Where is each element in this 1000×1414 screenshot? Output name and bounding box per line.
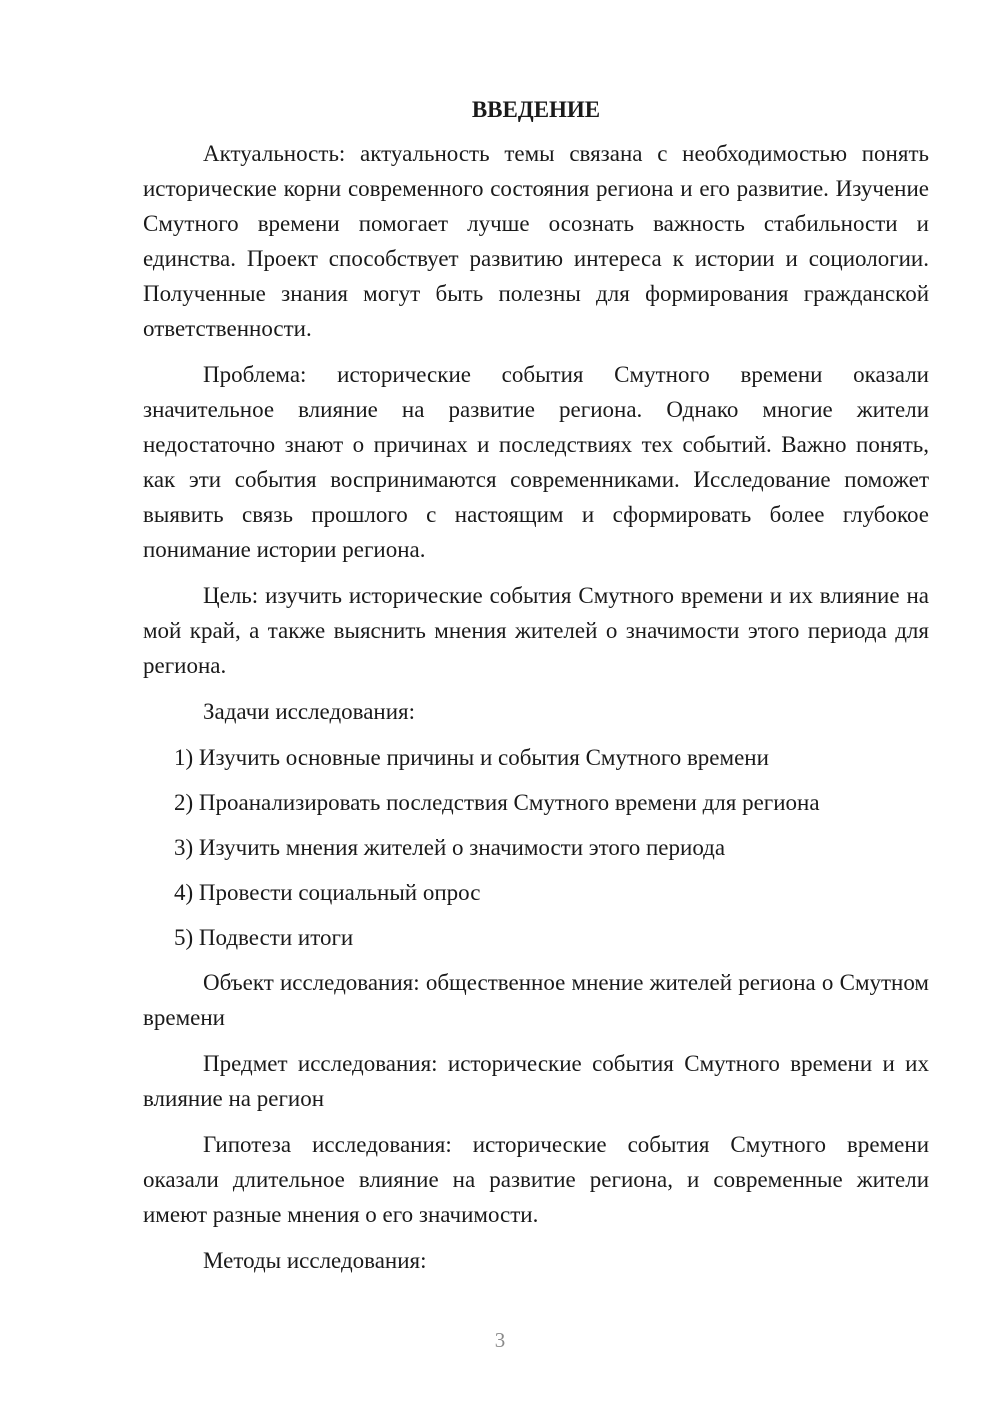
list-item: 3) Изучить мнения жителей о значимости этого периода: [174, 835, 726, 860]
list-item: 2) Проанализировать последствия Смутного времени для региона: [174, 790, 820, 815]
document-page: [143, 92, 929, 1289]
paragraph-problem: Проблема: исторические события Смутного времени оказали значительное влияние на развитие региона. Однако многие жители недостаточно знают о причинах и последствиях тех событий. Важно понять, как эти события воспринимаются современниками. Исследование поможет выявить связь прошлого с настоящим и сформировать более глубокое понимание истории региона.: [143, 362, 929, 562]
paragraph-goal: Цель: изучить исторические события Смутного времени и их влияние на мой край, а также выяснить мнения жителей о значимости этого периода для региона.: [143, 583, 929, 678]
paragraph-subject: Предмет исследования: исторические события Смутного времени и их влияние на регион: [143, 1051, 929, 1111]
methods-heading: Методы исследования:: [203, 1248, 427, 1273]
tasks-heading: Задачи исследования:: [203, 699, 416, 724]
list-item: 5) Подвести итоги: [174, 925, 354, 950]
page-number: 3: [494, 1328, 506, 1352]
list-item: 1) Изучить основные причины и события Смутного времени: [174, 745, 769, 770]
paragraph-object: Объект исследования: общественное мнение жителей региона о Смутном времени: [143, 970, 929, 1030]
paragraph-actuality: Актуальность: актуальность темы связана с необходимостью понять исторические корни современного состояния региона и его развитие. Изучение Смутного времени помогает лучше осознать важность стабильности и единства. Проект способствует развитию интереса к истории и социологии. Полученные знания могут быть полезны для формирования гражданской ответственности.: [143, 141, 929, 341]
page-title: ВВЕДЕНИЕ: [471, 97, 601, 122]
paragraph-hypothesis: Гипотеза исследования: исторические события Смутного времени оказали длительное влияние на развитие региона, и современные жители имеют разные мнения о его значимости.: [143, 1132, 929, 1227]
tasks-list: [143, 740, 929, 955]
list-item: 4) Провести социальный опрос: [174, 880, 481, 905]
